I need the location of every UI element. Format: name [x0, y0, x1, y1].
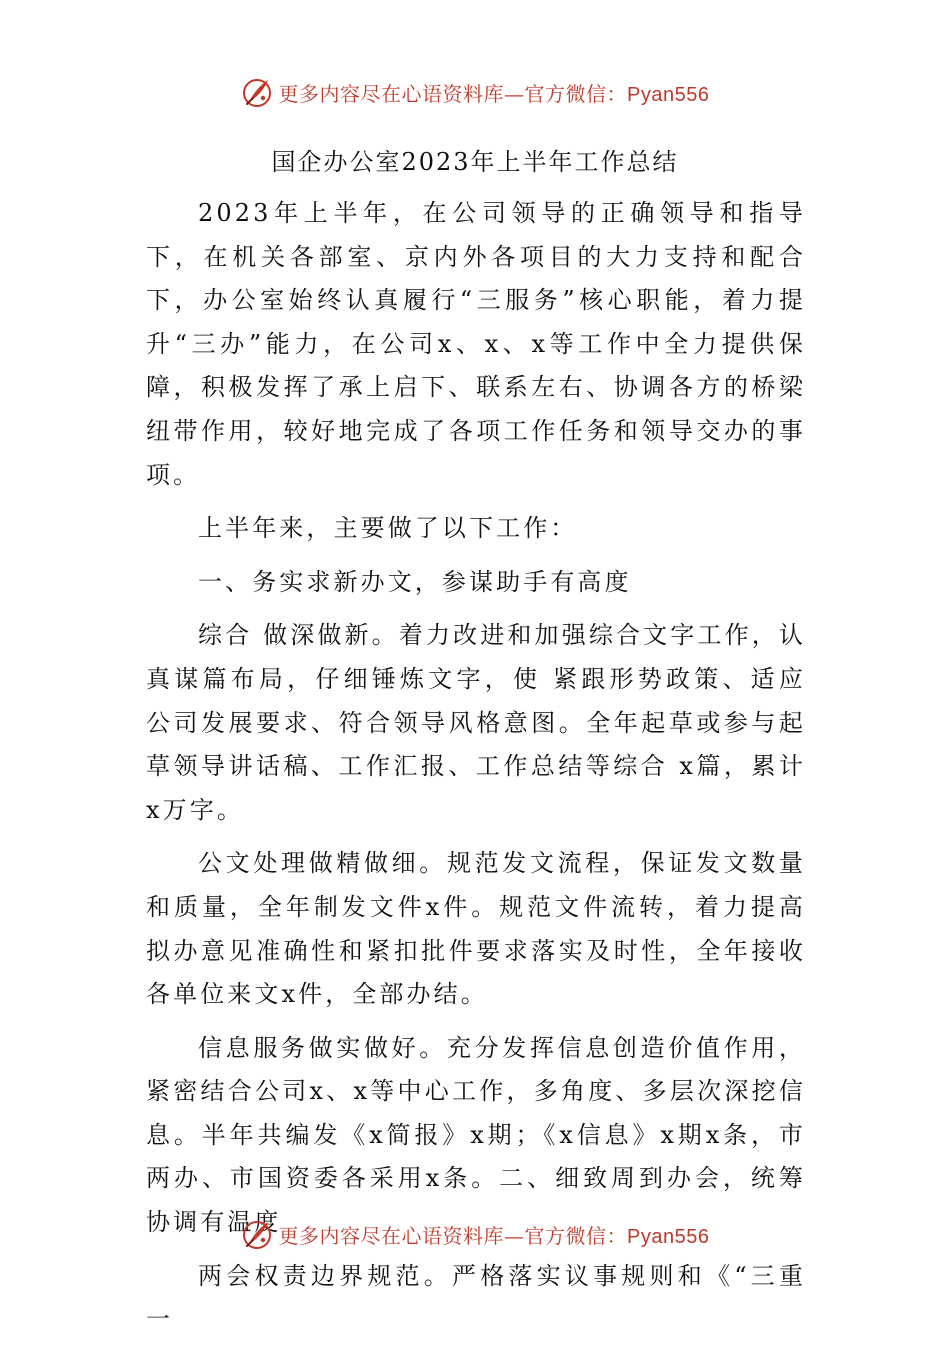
- watermark-banner-top: [0, 70, 950, 114]
- paragraph-information: 信息服务做实做好。充分发挥信息创造价值作用，紧密结合公司x、x等中心工作，多角度、多层次深挖信息。半年共编发《x简报》x期；《x信息》x期x条，市两办、市国资委各采用x条。二、细致周到办会，统筹协调有温度: [146, 1033, 806, 1237]
- watermark-separator: —: [504, 1223, 525, 1248]
- quill-pen-logo-icon: [241, 1218, 273, 1250]
- section-heading-1: 一、务实求新办文，参谋助手有高度: [198, 567, 632, 596]
- watermark-contact-label: 官方微信：: [524, 1223, 628, 1248]
- paragraph-documents: 公文处理做精做细。规范发文流程，保证发文数量和质量，全年制发文件x件。规范文件流转，着力提高拟办意见准确性和紧扣批件要求落实及时性，全年接收各单位来文x件，全部办结。: [146, 849, 806, 1009]
- paragraph-intro: 2023年上半年，在公司领导的正确领导和指导下，在机关各部室、京内外各项目的大力支持和配合下，办公室始终认真履行“三服务”核心职能，着力提升“三办”能力，在公司x、x、x等工作中全力提供保障，积极发挥了承上启下、联系左右、协调各方的桥梁纽带作用，较好地完成了各项工作任务和领导交办的事项。: [146, 199, 806, 489]
- paragraph-writing: 综合 做深做新。着力改进和加强综合文字工作，认真谋篇布局，仔细锤炼文字，使 紧跟形势政策、适应公司发展要求、符合领导风格意图。全年起草或参与起草领导讲话稿、工作汇报、工作总结等综合 x篇，累计x万字。: [146, 621, 806, 824]
- document-body: [146, 192, 806, 1352]
- watermark-wechat-id: Pyan556: [627, 83, 710, 106]
- watermark-promo: 更多内容尽在心语资料库: [278, 1223, 505, 1248]
- watermark-separator: —: [504, 81, 525, 106]
- watermark-wechat-id: Pyan556: [627, 1225, 710, 1248]
- watermark-contact-label: 官方微信：: [524, 81, 628, 106]
- document-title: 国企办公室2023年上半年工作总结: [271, 148, 679, 176]
- watermark-text: [279, 78, 710, 107]
- watermark-text: [279, 1220, 710, 1249]
- paragraph-lead-in: 上半年来，主要做了以下工作：: [198, 514, 578, 543]
- paragraph-meetings: 两会权责边界规范。严格落实议事规则和《“三重一: [146, 1261, 806, 1334]
- watermark-banner-bottom: [0, 1212, 950, 1256]
- quill-pen-logo-icon: [241, 76, 273, 108]
- watermark-promo: 更多内容尽在心语资料库: [278, 81, 505, 106]
